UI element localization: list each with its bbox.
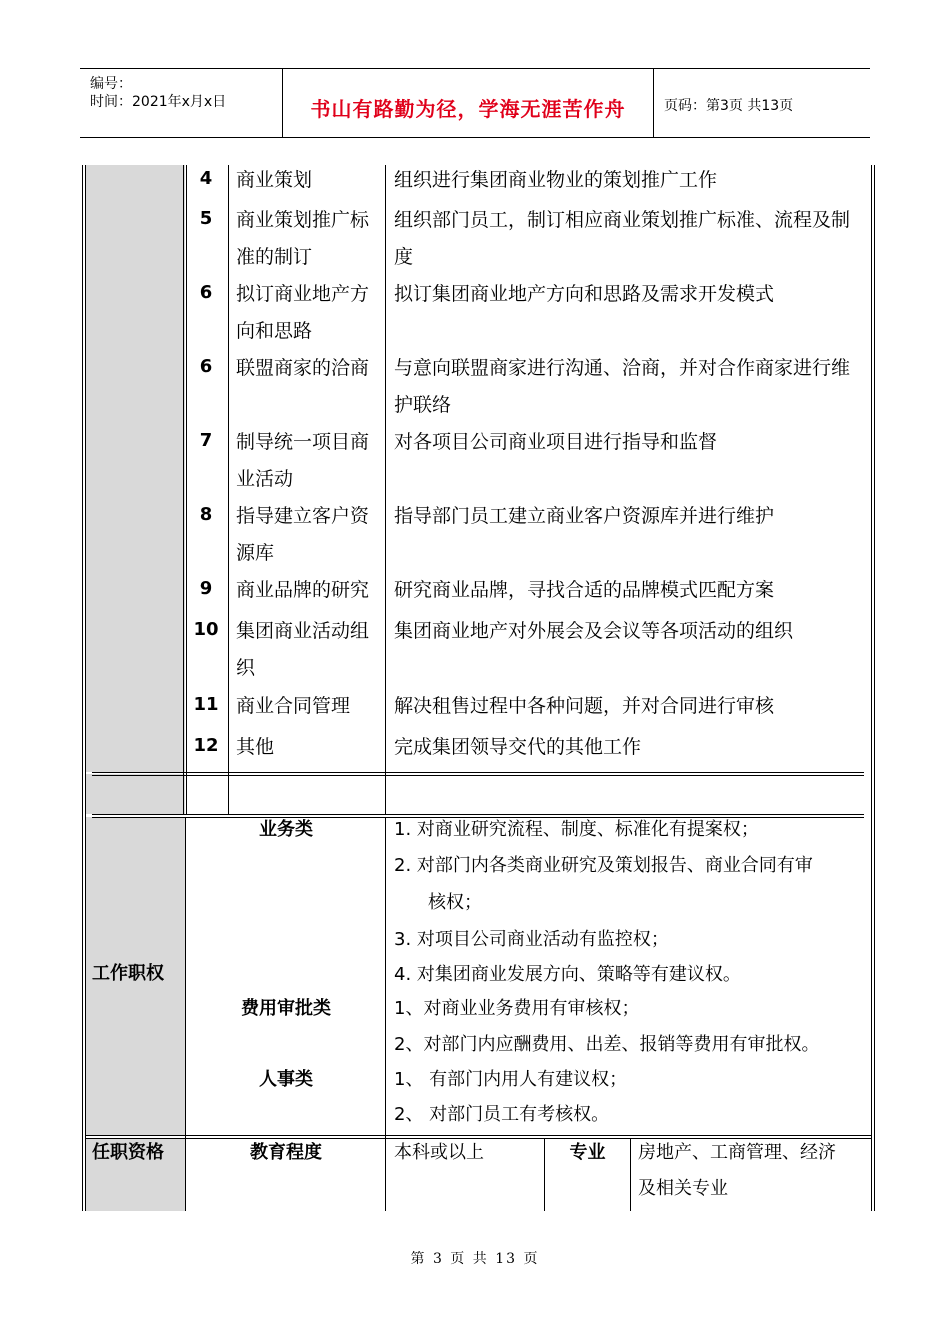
motto: 书山有路勤为径，学海无涯苦作舟	[310, 97, 626, 121]
time-label: 时间：2021年x月x日	[90, 94, 227, 110]
duty-name: 商业策划推广标	[236, 209, 370, 231]
duty-name: 制导统一项目商	[236, 431, 370, 453]
left-column-shade	[85, 165, 185, 772]
duty-desc: 度	[394, 246, 414, 268]
expense-label: 费用审批类	[241, 998, 331, 1019]
duty-number: 6	[199, 356, 213, 377]
major-label: 专业	[569, 1142, 606, 1163]
duty-desc: 组织部门员工，制订相应商业策划推广标准、流程及制	[394, 209, 851, 231]
education-value: 本科或以上	[394, 1142, 484, 1163]
page-footer: 第 3 页 共 13 页	[410, 1251, 540, 1267]
header-page-number: 页码：第3页 共13页	[664, 98, 794, 114]
duty-number: 7	[199, 430, 213, 451]
empty-row-shade	[85, 774, 185, 814]
duty-number: 10	[193, 619, 219, 640]
duty-number: 9	[199, 578, 213, 599]
expense-item: 2、对部门内应酬费用、出差、报销等费用有审批权。	[394, 1034, 820, 1055]
hr-item: 2、 对部门员工有考核权。	[394, 1104, 610, 1125]
duty-name: 业活动	[236, 468, 294, 490]
duty-desc: 护联络	[394, 394, 452, 416]
duty-name: 联盟商家的洽商	[236, 357, 370, 379]
duty-desc: 集团商业地产对外展会及会议等各项活动的组织	[394, 620, 794, 642]
business-item: 4. 对集团商业发展方向、策略等有建议权。	[394, 964, 741, 985]
duty-name: 商业合同管理	[236, 695, 351, 717]
duty-name: 指导建立客户资	[236, 505, 370, 527]
duty-desc: 指导部门员工建立商业客户资源库并进行维护	[394, 505, 775, 527]
header-motto-cell	[283, 69, 654, 137]
major-value: 及相关专业	[638, 1178, 728, 1199]
education-label: 教育程度	[250, 1142, 322, 1163]
duty-desc: 与意向联盟商家进行沟通、洽商，并对合作商家进行维	[394, 357, 851, 379]
duty-desc: 对各项目公司商业项目进行指导和监督	[394, 431, 718, 453]
duty-desc: 完成集团领导交代的其他工作	[394, 736, 642, 758]
business-label: 业务类	[259, 819, 313, 840]
business-item: 1. 对商业研究流程、制度、标准化有提案权；	[394, 819, 759, 840]
qualification-title: 任职资格	[92, 1142, 164, 1163]
page-header	[80, 68, 870, 138]
duty-number: 11	[193, 694, 219, 715]
duty-number: 8	[199, 504, 213, 525]
duty-name: 源库	[236, 542, 275, 564]
duty-number: 6	[199, 282, 213, 303]
business-item: 核权；	[428, 892, 482, 913]
duty-desc: 研究商业品牌，寻找合适的品牌模式匹配方案	[394, 579, 775, 601]
expense-item: 1、对商业业务费用有审核权；	[394, 998, 640, 1019]
duty-number: 4	[199, 168, 213, 189]
duty-name: 商业品牌的研究	[236, 579, 370, 601]
duty-name: 拟订商业地产方	[236, 283, 370, 305]
duty-name: 织	[236, 657, 256, 679]
business-item: 3. 对项目公司商业活动有监控权；	[394, 929, 669, 950]
job-description-table	[82, 165, 875, 1211]
header-page-cell	[654, 69, 870, 137]
header-info-cell	[80, 69, 283, 137]
duty-name: 其他	[236, 736, 275, 758]
hr-label: 人事类	[259, 1069, 313, 1090]
duty-name: 集团商业活动组	[236, 620, 370, 642]
duty-desc: 解决租售过程中各种问题，并对合同进行审核	[394, 695, 775, 717]
duty-desc: 组织进行集团商业物业的策划推广工作	[394, 169, 718, 191]
duty-name: 准的制订	[236, 246, 313, 268]
duty-number: 5	[199, 208, 213, 229]
duty-number: 12	[193, 735, 219, 756]
authority-title: 工作职权	[92, 963, 164, 984]
duty-desc: 拟订集团商业地产方向和思路及需求开发模式	[394, 283, 775, 305]
business-item: 2. 对部门内各类商业研究及策划报告、商业合同有审	[394, 855, 813, 876]
serial-label: 编号：	[90, 76, 132, 92]
duty-name: 向和思路	[236, 320, 313, 342]
major-value: 房地产、工商管理、经济	[638, 1142, 836, 1163]
duty-name: 商业策划	[236, 169, 313, 191]
hr-item: 1、 有部门内用人有建议权；	[394, 1069, 628, 1090]
